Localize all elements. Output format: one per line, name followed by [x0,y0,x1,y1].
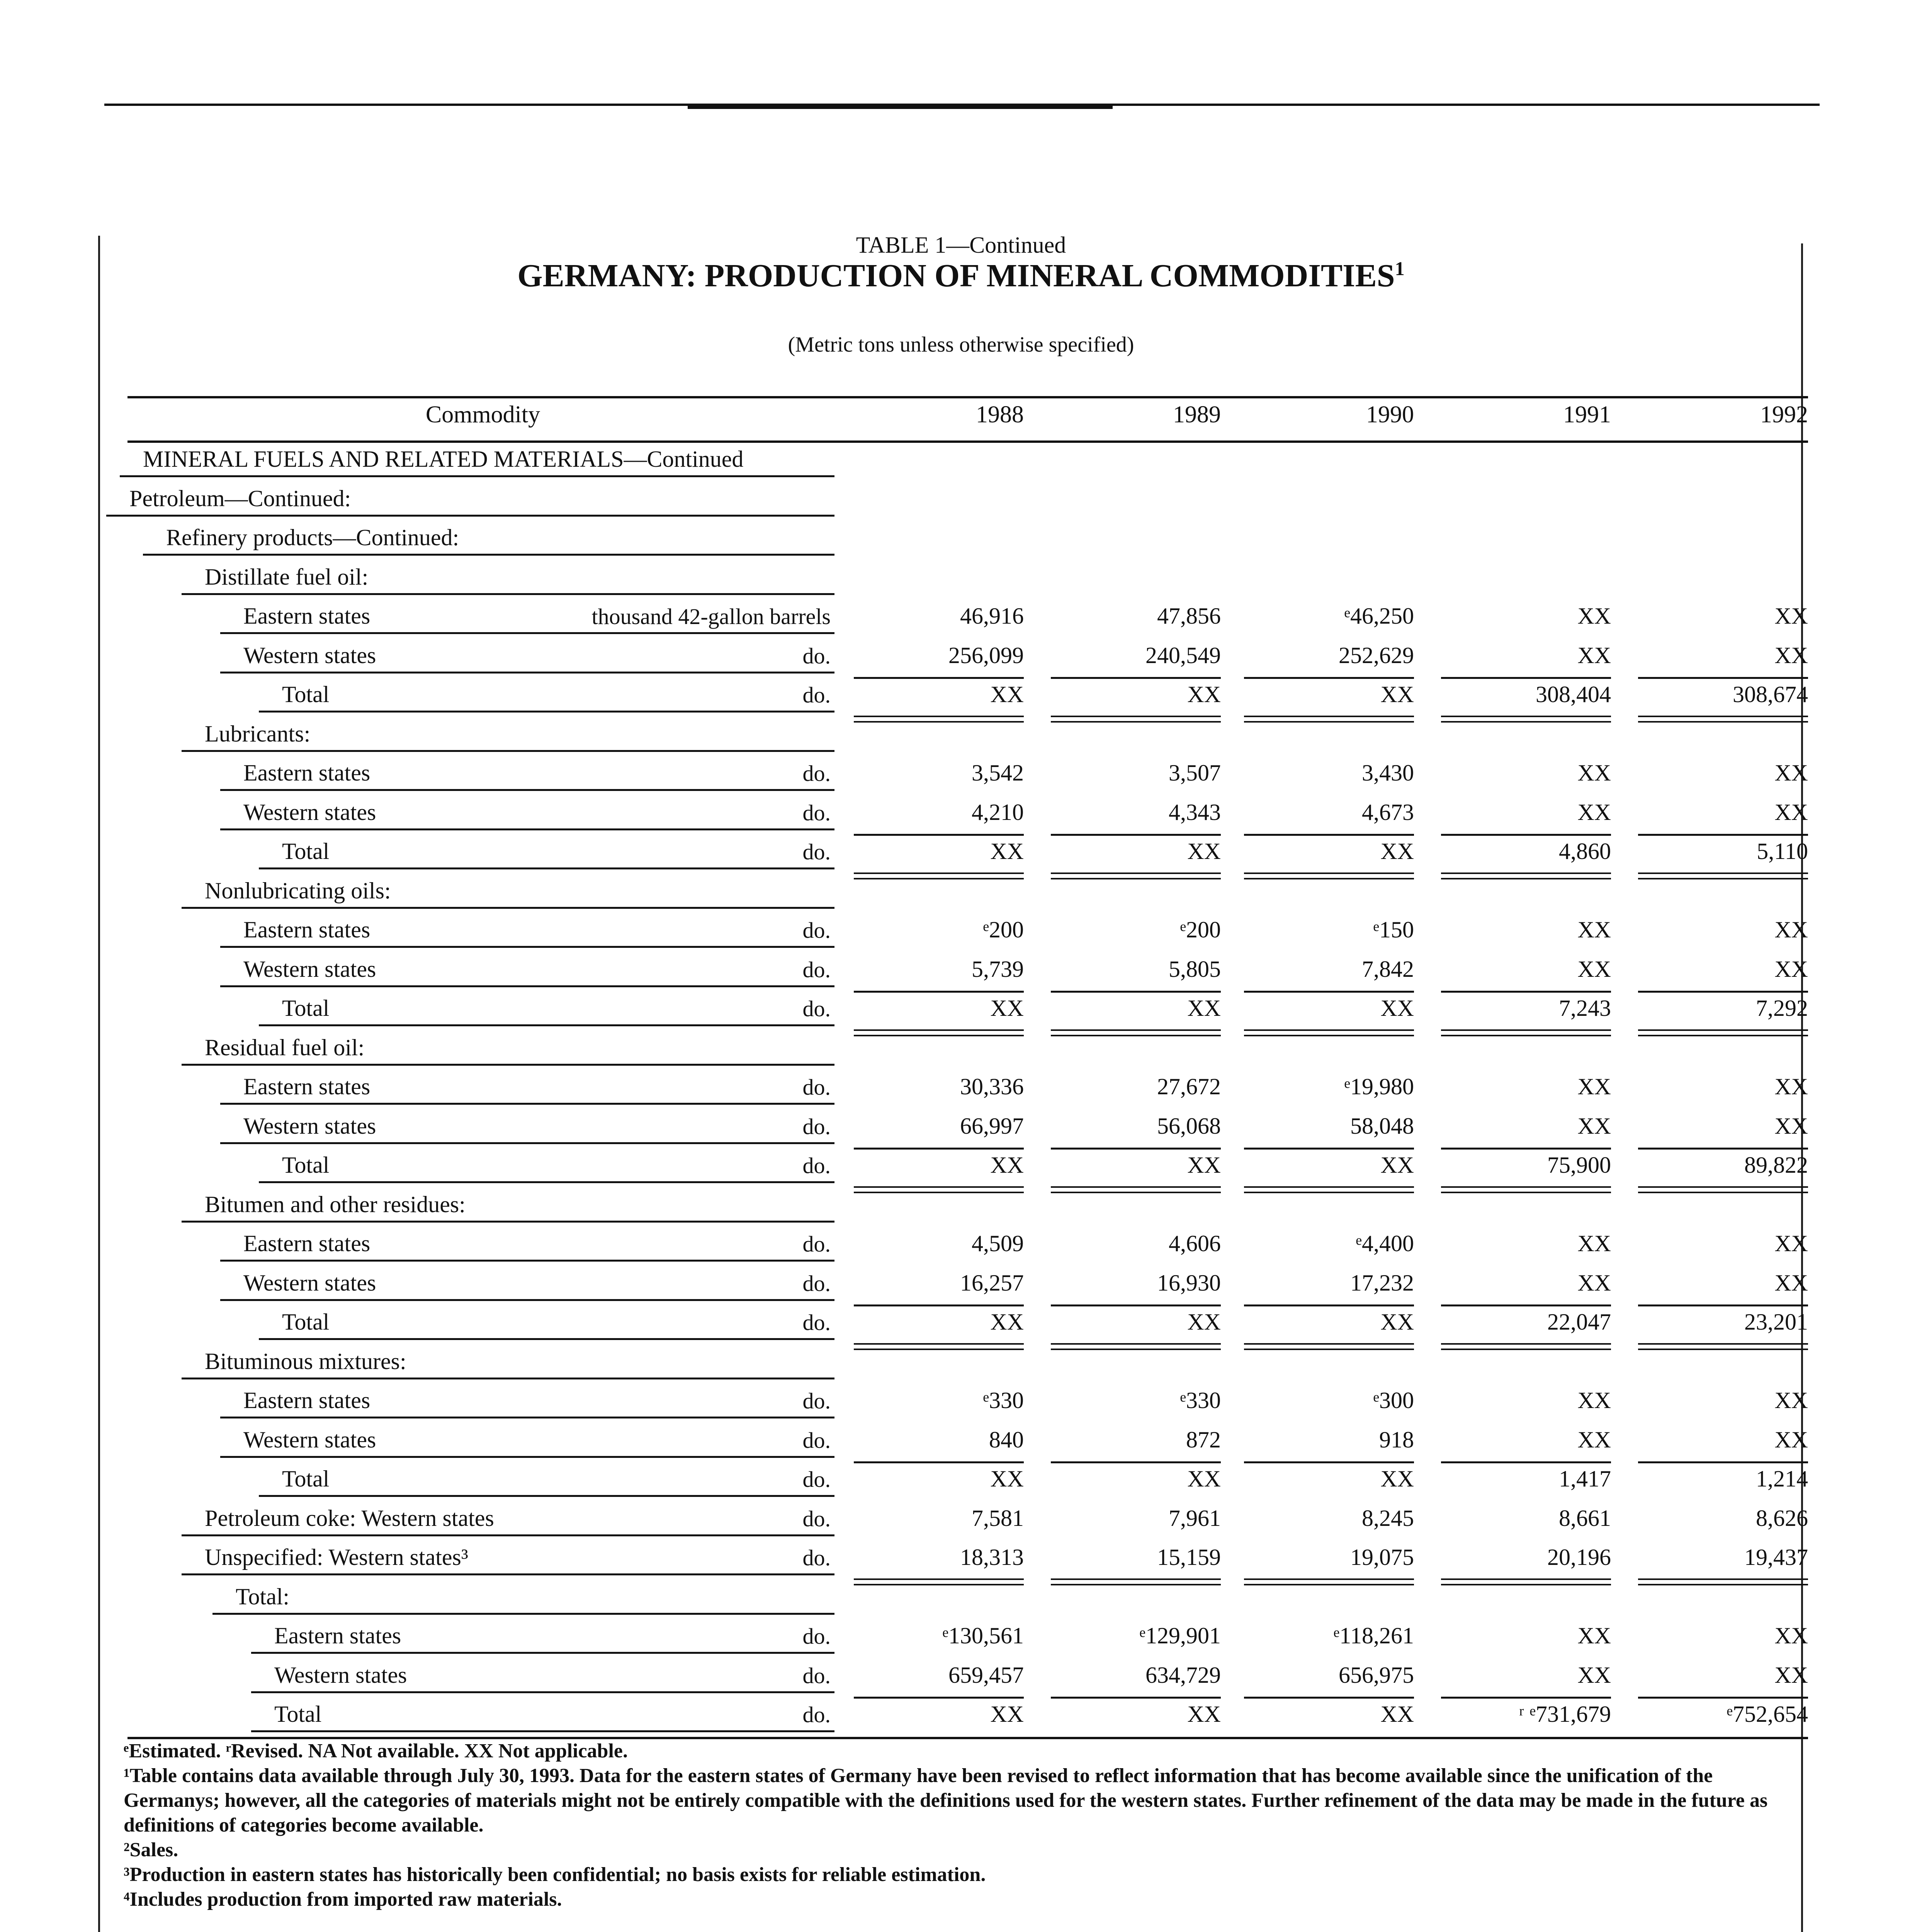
cell-value: XX [1380,1466,1414,1492]
table-row [0,595,1922,634]
cell-value: ᵉ19,980 [1344,1074,1414,1099]
row-unit: do. [802,800,831,825]
row-label: Total [282,682,330,707]
footnote-1: ¹Table contains data available through July 30, 1993. Data for the eastern states of Germany have been revised to reflect information that has become available since the unification of the Germanys; however, all the categories of materials might not be entirely compatible with the definitions used for the western states. Further refinement of the data may be made in the future as definitions of categories become available. [124,1765,1768,1836]
cell-value: 659,457 [948,1662,1024,1688]
table-row [0,1027,1922,1066]
row-label-rule [220,1299,834,1301]
row-label-rule [220,1456,834,1458]
row-unit: thousand 42-gallon barrels [591,604,831,629]
row-unit: do. [802,1506,831,1531]
cell-value: XX [1577,956,1611,982]
cell-value: 308,674 [1733,682,1808,707]
row-unit: do. [802,839,831,864]
row-label: Total [282,1309,330,1335]
row-label: Petroleum coke: Western states [205,1505,494,1531]
cell-value: XX [1577,603,1611,629]
table-label: TABLE 1—Continued [856,232,1066,258]
total-top-rule [854,1148,1024,1150]
table-row [0,870,1922,909]
cell-value: XX [1187,1309,1221,1335]
cell-value: XX [1774,1623,1808,1648]
total-top-rule [1244,991,1414,993]
row-label-rule [259,711,834,713]
cell-value: ᵉ130,561 [942,1623,1024,1648]
cell-value: 56,068 [1157,1113,1221,1139]
table-row [0,1458,1922,1497]
row-label: Total [282,1466,330,1492]
cell-value: XX [1577,1662,1611,1688]
row-label-rule [212,1613,834,1615]
row-label-rule [251,1730,834,1732]
total-top-rule [854,991,1024,993]
row-label-rule [106,515,834,517]
table-row [0,1145,1922,1183]
table-row [0,1419,1922,1458]
header-commodity: Commodity [425,401,540,428]
cell-value: XX [1577,1388,1611,1413]
cell-value: 3,430 [1362,760,1414,786]
table-row [0,713,1922,752]
cell-value: 3,542 [972,760,1024,786]
cell-value: 7,961 [1169,1505,1221,1531]
cell-value: 58,048 [1350,1113,1414,1139]
cell-value: 4,606 [1169,1231,1221,1256]
row-label-rule [220,1103,834,1105]
cell-value: 7,581 [972,1505,1024,1531]
row-label: Total [282,838,330,864]
cell-value: XX [1577,1231,1611,1256]
cell-value: 15,159 [1157,1544,1221,1570]
subtotal-double-rule [1441,1578,1611,1580]
row-label: Eastern states [274,1623,401,1648]
row-label-rule [220,1260,834,1262]
total-top-rule [1441,1148,1611,1150]
table-row [0,556,1922,595]
cell-value: 20,196 [1547,1544,1611,1570]
row-label: Bitumen and other residues: [205,1191,466,1217]
total-top-rule [1441,991,1611,993]
header-top-rule [127,396,1808,398]
subtotal-double-rule [1051,1578,1221,1580]
header-1991: 1991 [1563,401,1611,428]
row-label: MINERAL FUELS AND RELATED MATERIALS—Continued [143,446,744,472]
row-unit: do. [802,1310,831,1335]
total-top-rule [1638,1697,1808,1699]
cell-value: XX [1187,995,1221,1021]
cell-value: XX [1380,1701,1414,1727]
row-label-rule [220,985,834,987]
cell-value: XX [1380,838,1414,864]
cell-value: ᵉ118,261 [1333,1623,1414,1648]
total-top-rule [1638,1461,1808,1463]
row-unit: do. [802,1388,831,1413]
cell-value: 7,842 [1362,956,1414,982]
row-label: Western states [243,799,376,825]
row-label-rule [259,1338,834,1340]
cell-value: 17,232 [1350,1270,1414,1296]
cell-value: XX [1187,1701,1221,1727]
cell-value: 75,900 [1547,1152,1611,1178]
table-row [0,439,1922,477]
row-label-rule [259,1181,834,1183]
footnote-2: ²Sales. [124,1839,178,1861]
row-label-rule [259,867,834,869]
table-row [0,1301,1922,1340]
cell-value: 8,661 [1559,1505,1611,1531]
cell-value: XX [1577,1074,1611,1099]
cell-value: XX [990,1701,1024,1727]
cell-value: XX [990,1152,1024,1178]
table-row [0,1576,1922,1615]
table-row [0,1694,1922,1732]
row-label: Western states [243,956,376,982]
cell-value: ᵉ330 [1180,1388,1221,1413]
row-label: Eastern states [243,760,370,786]
header-1990: 1990 [1366,401,1414,428]
cell-value: XX [1187,838,1221,864]
cell-value: 240,549 [1145,642,1221,668]
subtotal-double-rule [1441,1584,1611,1585]
total-top-rule [1244,1461,1414,1463]
cell-value: XX [990,682,1024,707]
row-label: Total [282,995,330,1021]
table-row [0,909,1922,948]
total-top-rule [1441,1304,1611,1306]
row-label-rule [259,1024,834,1026]
cell-value: 66,997 [960,1113,1024,1139]
row-label-rule [143,554,834,556]
cell-value: 1,214 [1756,1466,1808,1492]
row-label: Western states [274,1662,407,1688]
cell-value: ᵉ4,400 [1356,1231,1414,1256]
footnotes [124,1739,1785,1912]
row-label-rule [251,1652,834,1654]
row-label: Residual fuel oil: [205,1034,365,1060]
table-row [0,478,1922,517]
cell-value: 30,336 [960,1074,1024,1099]
total-top-rule [1051,991,1221,993]
total-top-rule [1051,1148,1221,1150]
row-label-rule [182,750,834,752]
cell-value: XX [990,1466,1024,1492]
total-top-rule [1638,834,1808,836]
row-unit: do. [802,1545,831,1570]
row-unit: do. [802,1153,831,1178]
cell-value: ᵉ129,901 [1139,1623,1221,1648]
table-row [0,1262,1922,1301]
cell-value: 7,243 [1559,995,1611,1021]
table-row [0,1184,1922,1223]
cell-value: XX [1774,1113,1808,1139]
table-row [0,1655,1922,1693]
total-top-rule [1244,1148,1414,1150]
cell-value: XX [1774,1662,1808,1688]
table-row [0,1341,1922,1379]
row-unit: do. [802,996,831,1021]
cell-value: 19,075 [1350,1544,1414,1570]
row-label: Eastern states [243,917,370,942]
cell-value: XX [1380,682,1414,707]
row-label-rule [220,789,834,791]
table-row [0,517,1922,556]
cell-value: 5,805 [1169,956,1221,982]
row-label-rule [220,946,834,948]
cell-value: 4,343 [1169,799,1221,825]
total-top-rule [1244,834,1414,836]
footnote-symbols: ᵉEstimated. ʳRevised. NA Not available. XX Not applicable. [124,1740,628,1762]
total-top-rule [854,834,1024,836]
row-label-rule [220,672,834,673]
cell-value: ᵉ300 [1373,1388,1414,1413]
row-unit: do. [802,682,831,707]
cell-value: ᵉ330 [983,1388,1024,1413]
header-1988: 1988 [976,401,1024,428]
subtotal-double-rule [1638,1584,1808,1585]
row-label: Nonlubricating oils: [205,878,391,903]
table-row [0,988,1922,1026]
cell-value: 656,975 [1339,1662,1414,1688]
row-label-rule [182,1064,834,1066]
cell-value: XX [1577,1623,1611,1648]
top-rule-accent [688,104,1113,109]
cell-value: XX [1774,1074,1808,1099]
cell-value: 18,313 [960,1544,1024,1570]
subtotal-double-rule [1638,1578,1808,1580]
cell-value: 4,509 [972,1231,1024,1256]
total-top-rule [854,1304,1024,1306]
cell-value: XX [1774,760,1808,786]
total-top-rule [1638,1304,1808,1306]
cell-value: XX [1774,956,1808,982]
row-unit: do. [802,1427,831,1453]
cell-value: XX [1774,642,1808,668]
row-label: Eastern states [243,1074,370,1099]
row-label-rule [220,828,834,830]
cell-value: 252,629 [1339,642,1414,668]
cell-value: ᵉ200 [983,917,1024,942]
row-label-rule [220,1142,834,1144]
row-label: Total [274,1701,322,1727]
row-unit: do. [802,1231,831,1257]
cell-value: 840 [989,1427,1024,1452]
row-label-rule [182,1221,834,1223]
row-unit: do. [802,1467,831,1492]
total-top-rule [1244,677,1414,679]
row-label: Eastern states [243,1231,370,1256]
row-label: Lubricants: [205,721,311,747]
cell-value: XX [1774,1388,1808,1413]
cell-value: 7,292 [1756,995,1808,1021]
total-top-rule [854,1461,1024,1463]
cell-value: 16,930 [1157,1270,1221,1296]
cell-value: 19,437 [1744,1544,1808,1570]
cell-value: 47,856 [1157,603,1221,629]
cell-value: XX [1774,603,1808,629]
table-title: GERMANY: PRODUCTION OF MINERAL COMMODITIES$^1$ [517,258,1405,294]
cell-value: 22,047 [1547,1309,1611,1335]
cell-value: XX [1774,1427,1808,1452]
row-label-rule [182,907,834,909]
subtotal-double-rule [1051,1584,1221,1585]
table-row [0,1615,1922,1654]
row-label: Western states [243,1270,376,1296]
table-row [0,831,1922,869]
total-top-rule [1441,677,1611,679]
cell-value: XX [1577,760,1611,786]
row-label-rule [251,1691,834,1693]
row-label-rule [220,1417,834,1418]
row-label-rule [259,1495,834,1497]
cell-value: XX [1577,1427,1611,1452]
cell-value: 256,099 [948,642,1024,668]
cell-value: XX [1774,1270,1808,1296]
cell-value: XX [1774,917,1808,942]
cell-value: 27,672 [1157,1074,1221,1099]
table-units-note: (Metric tons unless otherwise specified) [788,333,1134,357]
cell-value: 46,916 [960,603,1024,629]
subtotal-double-rule [1244,1584,1414,1585]
cell-value: XX [1577,1113,1611,1139]
table-row [0,752,1922,791]
cell-value: 5,110 [1757,838,1808,864]
cell-value: XX [1577,1270,1611,1296]
cell-value: ᵉ752,654 [1727,1701,1808,1727]
row-label: Western states [243,642,376,668]
table-row [0,1223,1922,1262]
cell-value: 8,626 [1756,1505,1808,1531]
table-row [0,635,1922,673]
table-row [0,1498,1922,1536]
row-label: Distillate fuel oil: [205,564,369,590]
table-row [0,949,1922,987]
cell-value: 1,417 [1559,1466,1611,1492]
cell-value: 4,860 [1559,838,1611,864]
cell-value: 872 [1186,1427,1221,1452]
cell-value: XX [1187,1466,1221,1492]
total-top-rule [1441,1461,1611,1463]
row-label: Petroleum—Continued: [129,485,351,511]
row-unit: do. [802,643,831,668]
row-label-rule [182,593,834,595]
cell-value: XX [1577,642,1611,668]
cell-value: 4,673 [1362,799,1414,825]
total-top-rule [1051,1461,1221,1463]
row-unit: do. [802,918,831,943]
row-label: Eastern states [243,1388,370,1413]
row-unit: do. [802,1270,831,1296]
subtotal-double-rule [854,1584,1024,1585]
total-top-rule [1638,991,1808,993]
cell-value: XX [990,838,1024,864]
row-label-rule [182,1534,834,1536]
row-label: Western states [243,1113,376,1139]
cell-value: XX [1380,1152,1414,1178]
cell-value: XX [1774,799,1808,825]
total-top-rule [1051,834,1221,836]
cell-value: 5,739 [972,956,1024,982]
row-label-rule [182,1573,834,1575]
cell-value: 8,245 [1362,1505,1414,1531]
cell-value: ᵉ150 [1373,917,1414,942]
header-1992: 1992 [1760,401,1808,428]
cell-value: ʳ ᵉ731,679 [1519,1701,1611,1727]
cell-value: XX [1187,1152,1221,1178]
cell-value: XX [990,995,1024,1021]
cell-value: 89,822 [1744,1152,1808,1178]
cell-value: XX [1380,995,1414,1021]
cell-value: 4,210 [972,799,1024,825]
row-unit: do. [802,761,831,786]
row-unit: do. [802,1075,831,1100]
row-label: Refinery products—Continued: [166,525,459,550]
row-unit: do. [802,1114,831,1139]
table-row [0,674,1922,713]
cell-value: XX [990,1309,1024,1335]
table-row [0,792,1922,830]
row-unit: do. [802,1663,831,1688]
table-row [0,1066,1922,1105]
cell-value: 16,257 [960,1270,1024,1296]
row-label: Total [282,1152,330,1178]
cell-value: ᵉ46,250 [1344,603,1414,629]
row-label: Unspecified: Western states³ [205,1544,468,1570]
total-top-rule [1441,834,1611,836]
total-top-rule [1051,1304,1221,1306]
cell-value: 918 [1379,1427,1414,1452]
total-top-rule [1051,677,1221,679]
total-top-rule [854,677,1024,679]
table-row [0,1537,1922,1575]
subtotal-double-rule [854,1578,1024,1580]
footnote-4: ⁴Includes production from imported raw materials. [124,1888,562,1910]
total-top-rule [1051,1697,1221,1699]
cell-value: 308,404 [1536,682,1611,707]
cell-value: XX [1577,799,1611,825]
cell-value: ᵉ200 [1180,917,1221,942]
cell-value: XX [1774,1231,1808,1256]
cell-value: XX [1577,917,1611,942]
cell-value: XX [1380,1309,1414,1335]
table-row [0,1380,1922,1418]
row-label: Bituminous mixtures: [205,1348,406,1374]
row-label: Total: [236,1583,290,1609]
row-label-rule [182,1378,834,1379]
row-unit: do. [802,957,831,982]
subtotal-double-rule [1244,1578,1414,1580]
header-1989: 1989 [1173,401,1221,428]
total-top-rule [1638,677,1808,679]
cell-value: 3,507 [1169,760,1221,786]
total-top-rule [1441,1697,1611,1699]
table-row [0,1105,1922,1144]
row-label-rule [120,475,834,477]
row-label: Western states [243,1427,376,1452]
cell-value: XX [1187,682,1221,707]
row-label: Eastern states [243,603,370,629]
total-top-rule [1638,1148,1808,1150]
total-top-rule [1244,1697,1414,1699]
total-top-rule [854,1697,1024,1699]
footnote-3: ³Production in eastern states has historically been confidential; no basis exists for reliable estimation. [124,1864,986,1886]
row-unit: do. [802,1624,831,1649]
total-top-rule [1244,1304,1414,1306]
row-unit: do. [802,1702,831,1727]
cell-value: 23,201 [1744,1309,1808,1335]
cell-value: 634,729 [1145,1662,1221,1688]
row-label-rule [220,632,834,634]
